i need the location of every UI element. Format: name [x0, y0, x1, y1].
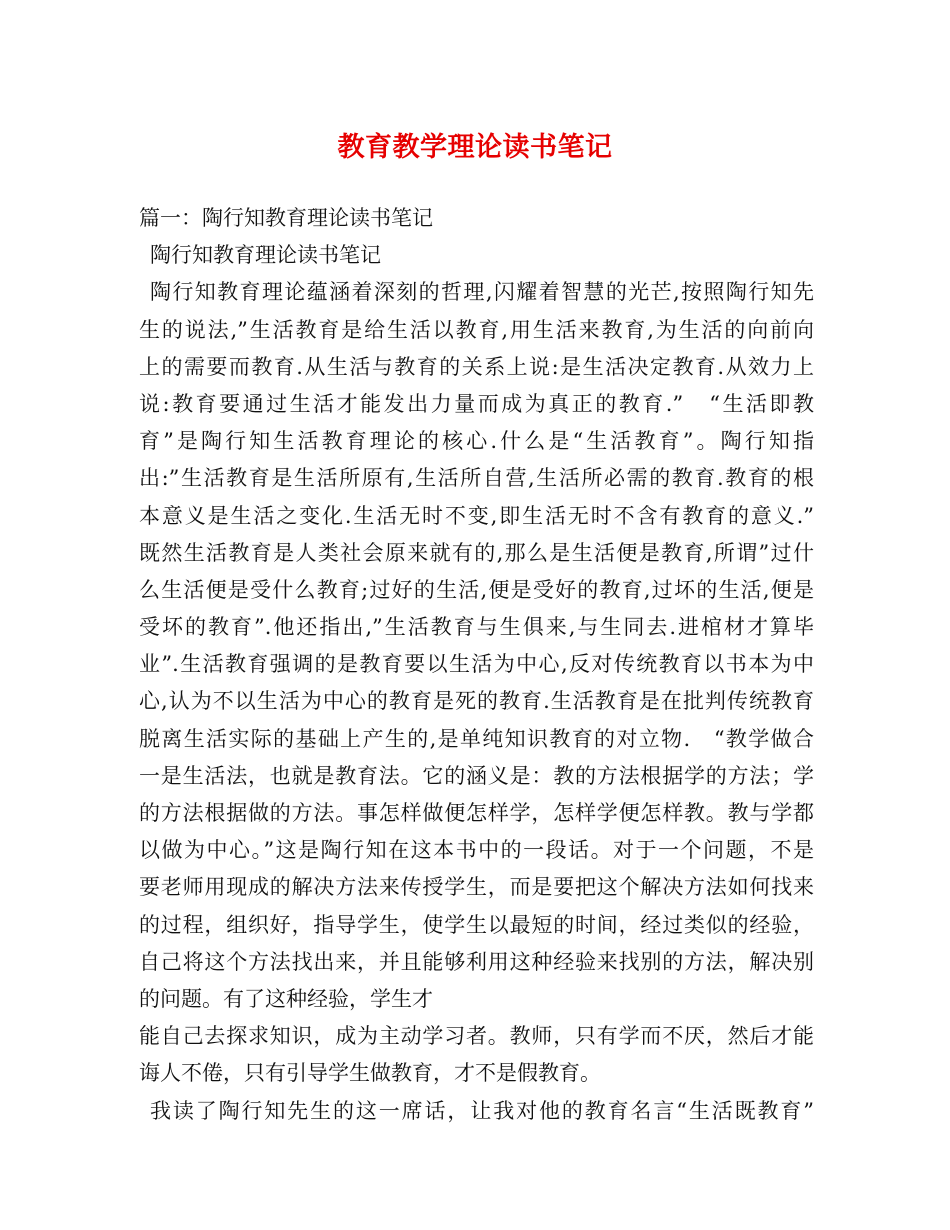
- paragraph-line: 诲人不倦，只有引导学生做教育，才不是假教育。: [139, 1061, 601, 1086]
- section-heading: 篇一：陶行知教育理论读书笔记: [139, 206, 433, 230]
- section-subheading: 陶行知教育理论读书笔记: [150, 243, 381, 268]
- paragraph-line: 陶行知教育理论蕴涵着深刻的哲理,闪耀着智慧的光芒,按照陶行知先: [150, 280, 814, 305]
- paragraph-line: 出:”生活教育是生活所原有,生活所自营,生活所必需的教育.教育的根: [139, 466, 814, 491]
- paragraph-line: 么生活便是受什么教育;过好的生活,便是受好的教育,过坏的生活,便是: [139, 577, 814, 602]
- paragraph-line: 本意义是生活之变化.生活无时不变,即生活无时不含有教育的意义.”: [139, 503, 814, 528]
- paragraph-line: 的方法根据做的方法。事怎样做便怎样学，怎样学便怎样教。教与学都: [139, 801, 814, 825]
- paragraph-line: 生的说法,”生活教育是给生活以教育,用生活来教育,为生活的向前向: [139, 317, 814, 342]
- document-title: 教育教学理论读书笔记: [337, 132, 613, 163]
- paragraph-line: 自己将这个方法找出来，并且能够利用这种经验来找别的方法，解决别: [139, 949, 814, 974]
- paragraph-line: 上的需要而教育.从生活与教育的关系上说:是生活决定教育.从效力上: [139, 354, 814, 379]
- paragraph-line: 说:教育要通过生活才能发出力量而成为真正的教育.” “生活即教: [139, 391, 814, 416]
- paragraph-line: 能自己去探求知识，成为主动学习者。教师，只有学而不厌，然后才能: [139, 1024, 814, 1049]
- paragraph-line: 我读了陶行知先生的这一席话，让我对他的教育名言“生活既教育”: [150, 1098, 814, 1123]
- paragraph-line: 业”.生活教育强调的是教育要以生活为中心,反对传统教育以书本为中: [139, 652, 814, 677]
- paragraph-line: 脱离生活实际的基础上产生的,是单纯知识教育的对立物. “教学做合: [139, 726, 814, 751]
- paragraph-line: 要老师用现成的解决方法来传授学生，而是要把这个解决方法如何找来: [139, 875, 814, 900]
- document-body: [139, 200, 814, 1130]
- paragraph-line: 既然生活教育是人类社会原来就有的,那么是生活便是教育,所谓”过什: [139, 540, 814, 565]
- paragraph-line: 心,认为不以生活为中心的教育是死的教育.生活教育是在批判传统教育: [139, 689, 814, 714]
- paragraph-line: 育”是陶行知生活教育理论的核心.什么是“生活教育”。陶行知指: [139, 429, 814, 454]
- paragraph-line: 的过程，组织好，指导学生，使学生以最短的时间，经过类似的经验，: [139, 912, 814, 937]
- paragraph-line: 一是生活法，也就是教育法。它的涵义是：教的方法根据学的方法；学: [139, 763, 814, 788]
- paragraph-line: 以做为中心。”这是陶行知在这本书中的一段话。对于一个问题，不是: [139, 838, 814, 863]
- paragraph-line: 受坏的教育”.他还指出,”生活教育与生俱来,与生同去.进棺材才算毕: [139, 615, 814, 640]
- paragraph-line: 的问题。有了这种经验，学生才: [139, 986, 433, 1011]
